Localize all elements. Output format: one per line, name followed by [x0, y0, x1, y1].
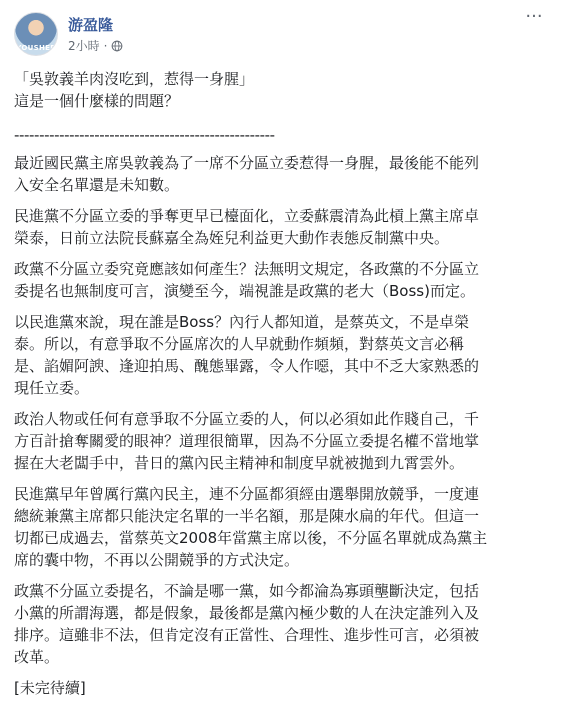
post-paragraph: [14, 408, 550, 474]
post-meta: [68, 37, 123, 54]
paragraph-line: 榮泰，日前立法院長蘇嘉全為姪兒利益更大動作表態反制黨中央。: [14, 229, 450, 247]
post-time[interactable]: 2小時: [68, 39, 100, 53]
paragraph-line: 切都已成過去，當蔡英文2008年當黨主席以後，不分區名單就成為黨主: [14, 529, 488, 547]
paragraph-line: 方百計搶奪關愛的眼神？道理很簡單，因為不分區立委提名權不當地掌: [14, 432, 480, 450]
paragraph-line: 最近國民黨主席吳敦義為了一席不分區立委惹得一身腥，最後能不能列: [14, 154, 480, 172]
author-avatar[interactable]: [14, 12, 58, 56]
paragraph-line: 委提名也無制度可言，演變至今，端視誰是政黨的老大（Boss)而定。: [14, 282, 475, 300]
post-paragraph: [14, 258, 550, 302]
paragraph-line: 民進黨不分區立委的爭奪更早已檯面化，立委蘇震清為此槓上黨主席卓: [14, 207, 480, 225]
paragraph-line: 小黨的所謂海選，都是假象，最後都是黨內極少數的人在決定誰列入及: [14, 604, 480, 622]
paragraph-line: 是、諂媚阿諛、逢迎拍馬、醜態畢露，令人作噁，其中不乏大家熟悉的: [14, 357, 480, 375]
paragraph-line: 握在大老闆手中，昔日的黨內民主精神和制度早就被拋到九霄雲外。: [14, 454, 465, 472]
paragraph-line: 政治人物或任何有意爭取不分區立委的人，何以必須如此作賤自己，千: [14, 410, 480, 428]
intro-line: 這是一個什麼樣的問題？: [14, 92, 180, 110]
post-intro: [14, 68, 550, 112]
post-paragraph: [14, 483, 550, 571]
meta-separator-dot: ·: [103, 38, 108, 53]
paragraph-line: 排序。這雖非不法，但肯定沒有正當性、合理性、進步性可言，必須被: [14, 626, 480, 644]
separator-line: ----------------------------------------------------: [14, 126, 275, 144]
paragraph-line: 政黨不分區立委提名，不論是哪一黨，如今都淪為寡頭壟斷決定，包括: [14, 582, 480, 600]
paragraph-line: 總統兼黨主席都只能決定名單的一半名額，那是陳水扁的年代。但這一: [14, 507, 480, 525]
intro-line: 「吳敦義羊肉沒吃到，惹得一身腥」: [14, 70, 255, 88]
paragraph-line: 改革。: [14, 648, 60, 666]
paragraph-line: 政黨不分區立委究竟應該如何產生？法無明文規定，各政黨的不分區立: [14, 260, 480, 278]
post-paragraph: [14, 205, 550, 249]
post-header: [10, 8, 552, 60]
post-paragraph: [14, 311, 550, 399]
avatar-text: YOUSHEP: [16, 44, 56, 52]
more-options-icon[interactable]: ···: [525, 6, 543, 27]
author-name[interactable]: 游盈隆: [68, 16, 114, 34]
paragraph-line: 入安全名單還是未知數。: [14, 176, 180, 194]
paragraph-line: [未完待續]: [14, 679, 86, 697]
globe-icon[interactable]: [111, 40, 123, 52]
post-paragraph: [14, 677, 550, 699]
post-body: [14, 68, 550, 708]
post-paragraph: [14, 152, 550, 196]
post-paragraph: [14, 580, 550, 668]
paragraph-line: 民進黨早年曾厲行黨內民主，連不分區都須經由選舉開放競爭，一度連: [14, 485, 480, 503]
paragraph-line: 泰。所以，有意爭取不分區席次的人早就動作頻頻，對蔡英文言必稱: [14, 335, 465, 353]
paragraph-line: 現任立委。: [14, 379, 90, 397]
paragraph-line: 以民進黨來說，現在誰是Boss？內行人都知道，是蔡英文，不是卓榮: [14, 313, 470, 331]
paragraph-line: 席的囊中物，不再以公開競爭的方式決定。: [14, 551, 300, 569]
